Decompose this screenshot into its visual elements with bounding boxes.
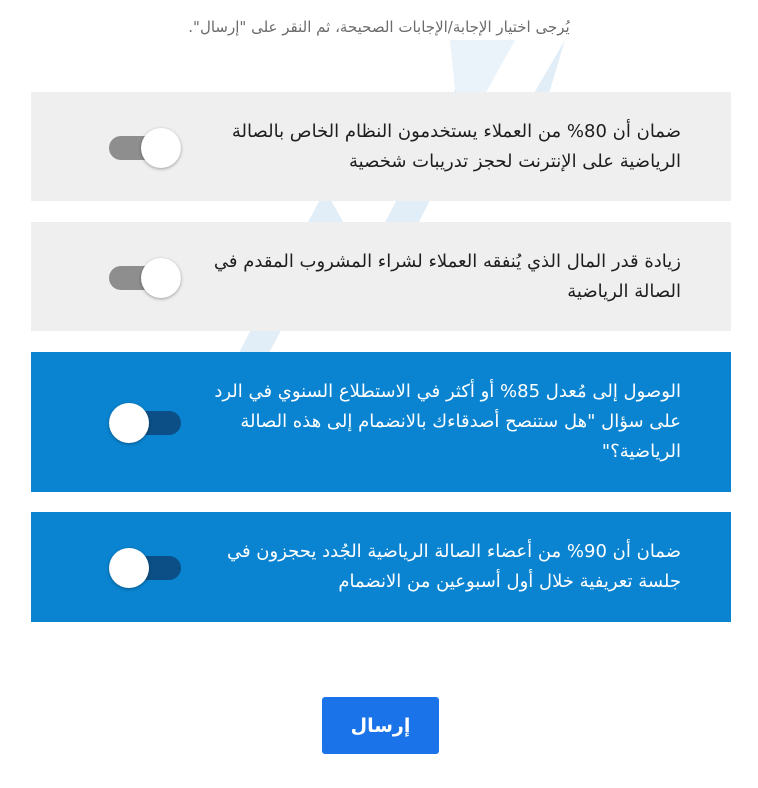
option-4[interactable] <box>31 512 731 622</box>
option-3-toggle[interactable] <box>109 402 181 442</box>
option-4-toggle[interactable] <box>109 547 181 587</box>
submit-button[interactable]: إرسال <box>322 697 439 754</box>
toggle-knob <box>109 403 149 443</box>
option-2[interactable] <box>31 222 731 331</box>
option-3-label: الوصول إلى مُعدل 85% أو أكثر في الاستطلاع السنوي في الرد على سؤال "هل ستنصح أصدقاءك بالانضمام إلى هذه الصالة الرياضية؟" <box>214 381 681 462</box>
option-1[interactable] <box>31 92 731 201</box>
option-4-label: ضمان أن 90% من أعضاء الصالة الرياضية الجُدد يحجزون في جلسة تعريفية خلال أول أسبوعين من الانضمام <box>226 541 681 592</box>
option-3[interactable] <box>31 352 731 492</box>
option-2-toggle[interactable] <box>109 257 181 297</box>
option-2-label: زيادة قدر المال الذي يُنفقه العملاء لشراء المشروب المقدم في الصالة الرياضية <box>213 250 681 302</box>
option-1-toggle[interactable] <box>109 127 181 167</box>
instruction-text: يُرجى اختيار الإجابة/الإجابات الصحيحة، ثم النقر على "إرسال". <box>188 18 570 36</box>
toggle-knob <box>141 128 181 168</box>
toggle-knob <box>109 548 149 588</box>
option-1-label: ضمان أن 80% من العملاء يستخدمون النظام الخاص بالصالة الرياضية على الإنترنت لحجز تدريبات شخصية <box>231 120 681 172</box>
toggle-knob <box>141 258 181 298</box>
